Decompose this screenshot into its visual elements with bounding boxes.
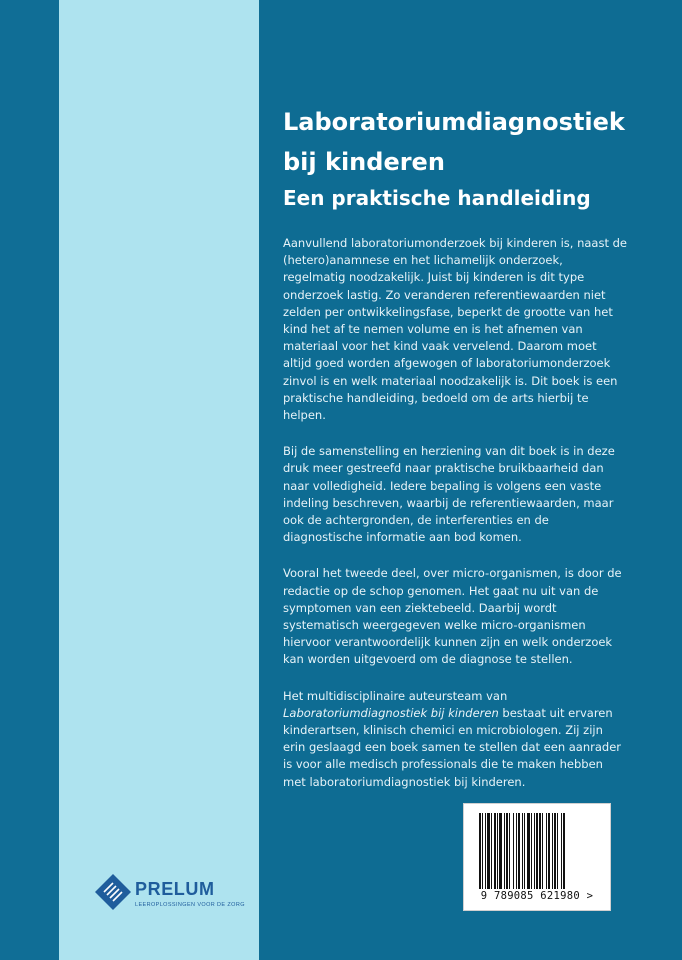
- barcode-bar: [527, 813, 530, 889]
- book-subtitle: Een praktische handleiding: [283, 186, 591, 210]
- book-title: [283, 102, 663, 182]
- barcode-bar: [531, 813, 532, 889]
- blurb-paragraph-4: [283, 688, 628, 791]
- blurb-paragraph-3: Vooral het tweede deel, over micro-organismen, is door de redactie op de schop genomen. Het gaat nu uit van de symptomen van een ziektebeeld. Daarbij wordt systematisch weergegeven welke micro-organismen hiervoor verantwoordelijk kunnen zijn en welk onderzoek kan worden uitgevoerd om de diagnose te stellen.: [283, 566, 622, 667]
- barcode-bar: [524, 813, 525, 889]
- barcode-bar: [487, 813, 490, 889]
- barcode-bar: [494, 813, 496, 889]
- barcode-bar: [497, 813, 498, 889]
- barcode-bar: [546, 813, 547, 889]
- left-edge-band: [0, 0, 59, 960]
- barcode-bar: [491, 813, 492, 889]
- publisher-tagline: LEEROPLOSSINGEN VOOR DE ZORG: [135, 902, 245, 908]
- blurb-paragraph-4-end: bestaat uit ervaren kinderartsen, klinisch chemici en microbiologen. Zij zijn erin geslaagd een boek samen te stellen dat een aanrader is voor alle medisch professionals die te maken hebben met laboratoriumdiagnostiek bij kinderen.: [283, 705, 622, 789]
- barcode-bar: [536, 813, 538, 889]
- barcode-bar: [518, 813, 520, 889]
- blurb: [283, 235, 628, 810]
- barcode-bar: [534, 813, 535, 889]
- book-title-line-1: Laboratoriumdiagnostiek: [283, 108, 625, 136]
- decorative-stripe: [59, 0, 259, 960]
- barcode-bar: [506, 813, 508, 889]
- barcode-bar: [482, 813, 483, 889]
- barcode-bar: [479, 813, 481, 889]
- blurb-paragraph-2: Bij de samenstelling en herziening van dit boek is in deze druk meer gestreefd naar praktische bruikbaarheid dan naar volledigheid. Iedere bepaling is volgens een vaste indeling beschreven, waarbij de referentiewaarden, maar ook de achtergronden, de interferenties en de diagnostische informatie aan bod komen.: [283, 444, 615, 545]
- barcode-bar: [561, 813, 562, 889]
- publisher-logo: [94, 871, 254, 915]
- barcode-bar: [485, 813, 486, 889]
- barcode-bar: [554, 813, 556, 889]
- blurb-paragraph-4-start: Het multidisciplinaire auteursteam van: [283, 688, 508, 703]
- blurb-book-title-italic: Laboratoriumdiagnostiek bij kinderen: [283, 705, 499, 720]
- blurb-paragraph-1: Aanvullend laboratoriumonderzoek bij kinderen is, naast de (hetero)anamnese en het lichamelijk onderzoek, regelmatig noodzakelijk. Juist bij kinderen is dit type onderzoek lastig. Zo veranderen referentiewaarden niet zelden per ontwikkelingsfase, beperkt de grootte van het kind het af te nemen volume en is het afnemen van materiaal voor het kind vaak vervelend. Daarom moet altijd goed worden afgewogen of laboratoriumonderzoek zinvol is en welk materiaal noodzakelijk is. Dit boek is een praktische handleiding, bedoeld om de arts hierbij te helpen.: [283, 236, 627, 423]
- barcode-bar: [539, 813, 541, 889]
- barcode-bar: [513, 813, 514, 889]
- barcode-bar: [522, 813, 523, 889]
- barcode-bar: [516, 813, 517, 889]
- book-title-line-2: bij kinderen: [283, 148, 445, 176]
- isbn-digits: 9 789085 621980 >: [480, 890, 594, 902]
- publisher-name: PRELUM: [135, 879, 215, 899]
- barcode-bar: [504, 813, 505, 889]
- barcode-bar: [557, 813, 558, 889]
- barcode-bars: [479, 813, 597, 889]
- barcode-bar: [563, 813, 565, 889]
- barcode-bar: [548, 813, 550, 889]
- barcode-bar: [552, 813, 553, 889]
- prelum-diamond-icon: [94, 873, 132, 911]
- isbn-barcode: [463, 803, 611, 911]
- barcode-bar: [499, 813, 502, 889]
- barcode-bar: [509, 813, 510, 889]
- barcode-bar: [542, 813, 543, 889]
